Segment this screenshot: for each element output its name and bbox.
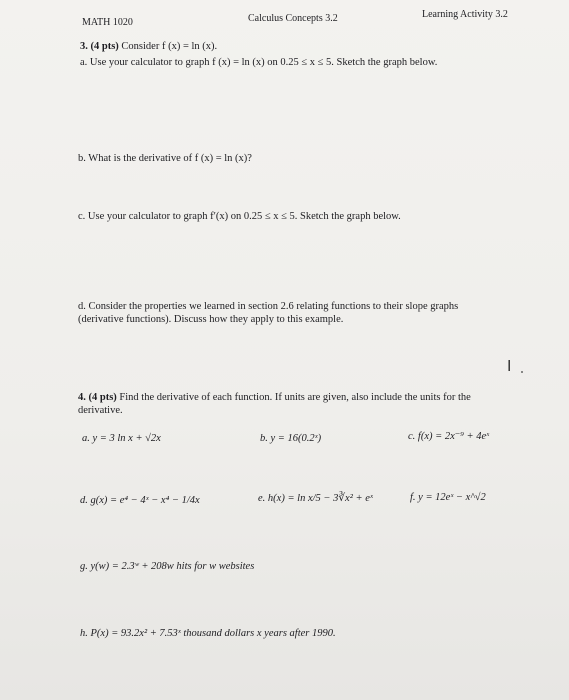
- question-4g: g. y(w) = 2.3ʷ + 208w hits for w websites: [80, 561, 255, 572]
- question-4-prompt-line-2: derivative.: [78, 405, 123, 416]
- question-4-number: 4.: [78, 392, 86, 403]
- activity-label: Learning Activity 3.2: [422, 9, 508, 20]
- question-3d-line-2: (derivative functions). Discuss how they apply to this example.: [78, 314, 344, 325]
- question-4c: c. f(x) = 2x⁻⁹ + 4eˣ: [408, 431, 490, 442]
- question-4h: h. P(x) = 93.2x² + 7.53ˣ thousand dollars x years after 1990.: [80, 628, 336, 639]
- question-4-heading: [78, 391, 471, 404]
- cursor-dot: [521, 371, 523, 373]
- question-3c: c. Use your calculator to graph f′(x) on 0.25 ≤ x ≤ 5. Sketch the graph below.: [78, 211, 401, 222]
- question-3b: b. What is the derivative of f (x) = ln (x)?: [78, 153, 252, 164]
- question-3-points: (4 pts): [90, 41, 119, 52]
- question-3a: a. Use your calculator to graph f (x) = ln (x) on 0.25 ≤ x ≤ 5. Sketch the graph below.: [80, 57, 438, 68]
- worksheet-title: Calculus Concepts 3.2: [248, 13, 338, 24]
- question-4-points: (4 pts): [88, 392, 117, 403]
- question-4f: f. y = 12eˣ − x^√2: [410, 492, 486, 503]
- question-4a: a. y = 3 ln x + √2x: [82, 433, 161, 444]
- question-4-prompt-line-1: Find the derivative of each function. If units are given, also include the units for the: [119, 392, 471, 403]
- question-3d-line-1: d. Consider the properties we learned in section 2.6 relating functions to their slope graphs: [78, 301, 459, 312]
- course-code: MATH 1020: [82, 17, 133, 28]
- question-4b: b. y = 16(0.2ˣ): [260, 433, 322, 444]
- question-3-number: 3.: [80, 41, 88, 52]
- question-4e: e. h(x) = ln x/5 − 3∛x² + eˣ: [258, 493, 373, 504]
- question-3-prompt: Consider f (x) = ln (x).: [121, 41, 218, 52]
- text-cursor-icon: I: [507, 357, 512, 375]
- question-4d: d. g(x) = e⁴ − 4ˣ − x⁴ − 1/4x: [80, 495, 200, 506]
- question-3-heading: [80, 40, 217, 53]
